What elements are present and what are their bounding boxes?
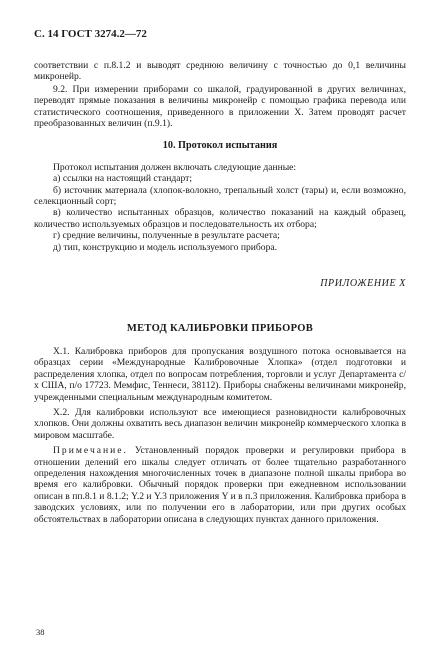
section-title: 10. Протокол испытания (162, 140, 278, 152)
appendix-label: ПРИЛОЖЕНИЕ X (320, 278, 406, 290)
paragraph-x-2: X.2. Для калибровки используют все имеющиеся разновидности калибровочных хлопков. Они должны охватить весь диапазон величин микронейр коммерческого хлопка в мировом масштабе. (34, 406, 406, 441)
protocol-item-b: б) источник материала (хлопок-волокно, трепальный холст (тары) и, если возможно, селекционный сорт; (34, 184, 406, 208)
paragraph-continuation: соответствии с п.8.1.2 и выводят среднюю величину с точностью до 0,1 величины микронейр. (34, 60, 406, 83)
protocol-item-c: в) количество испытанных образцов, количество показаний на каждый образец, количество используемых образцов и последовательность их отбора; (34, 207, 406, 230)
protocol-item-a: а) ссылки на настоящий стандарт; (53, 173, 193, 185)
protocol-item-e: д) тип, конструкцию и модель используемого прибора. (53, 241, 278, 253)
page-header: С. 14 ГОСТ 3274.2—72 (34, 28, 147, 40)
document-page (34, 28, 406, 525)
method-title: МЕТОД КАЛИБРОВКИ ПРИБОРОВ (126, 322, 314, 334)
protocol-item-d: г) средние величины, полученные в результате расчета; (53, 230, 280, 242)
page-number: 38 (36, 627, 45, 637)
protocol-intro: Протокол испытания должен включать следующие данные: (53, 161, 297, 173)
note-text: Установленный порядок проверки и регулировки прибора в отношении делений его шкалы следует отличать от более тщательно разработанного определения нахождения многочисленных точек в диапазоне полной шкалы прибора во время его калибровки. Обычный порядок проверки при ежедневном использовании описан в пп.8.1 и 8.1.2; Y.2 и Y.3 приложения Y и в п.3 приложения. Калибровка прибора в заводских условиях, или по получении его в лаборатории, или при других особых обстоятельствах в лаборатории описана в следующих пунктах данного приложения. (34, 445, 406, 525)
paragraph-9-2: 9.2. При измерении приборами со шкалой, градуированной в других величинах, переводят прямые показания в величины микронейр с помощью графика перевода или статистического соотношения, приведенного в приложении X. Затем проводят расчет преобразованных величин (п.9.1). (34, 83, 406, 130)
paragraph-x-1: X.1. Калибровка приборов для пропускания воздушного потока основывается на образцах серии «Международные Калибровочные Хлопка» (отдел подготовки и распределения хлопка, отдел по вопросам потребления, торговли и услуг Департамента с/х США, п/о 17723. Мемфис, Теннеси, 38112). Приборы снабжены величинами микронейр, учрежденными специальным международным комитетом. (34, 345, 406, 403)
note-label: Примечание. (53, 445, 128, 457)
note-paragraph (34, 445, 406, 525)
